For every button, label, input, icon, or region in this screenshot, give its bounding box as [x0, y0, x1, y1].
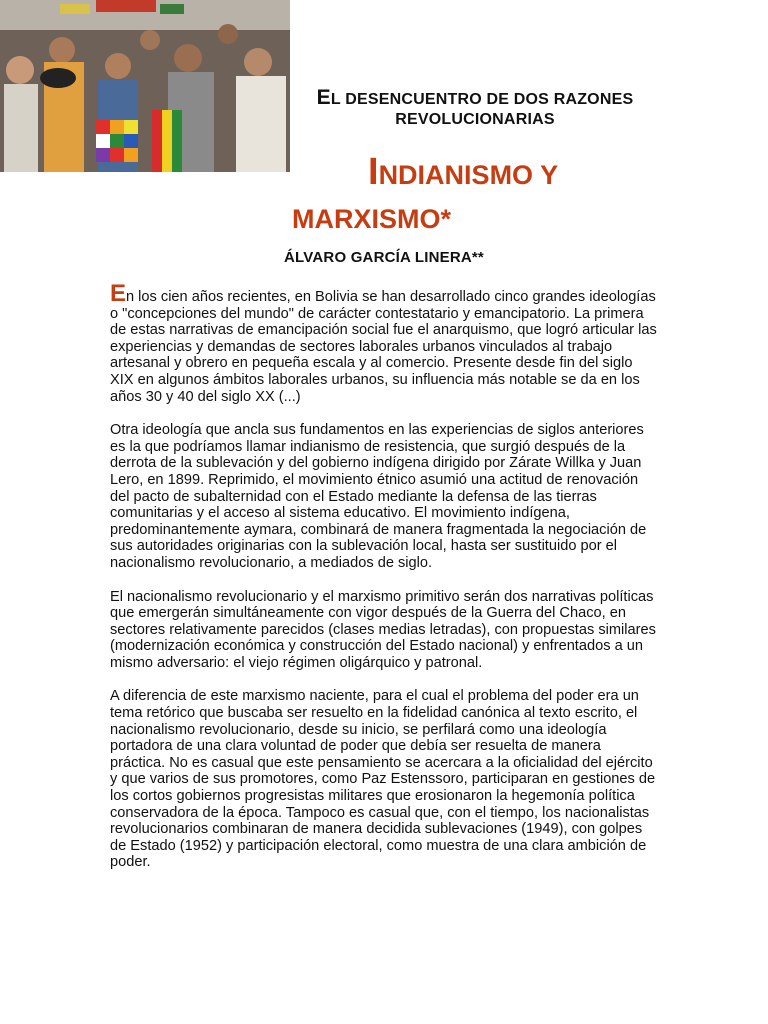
page-title: [292, 150, 652, 241]
supertitle-line2: REVOLUCIONARIAS: [395, 111, 555, 128]
supertitle-initial: E: [316, 86, 331, 109]
supertitle: [300, 88, 650, 130]
header-photo: [0, 0, 290, 172]
title-line1: [292, 150, 652, 197]
paragraph-4: A diferencia de este marxismo naciente, para el cual el problema del poder era un tema retórico que buscaba ser resuelto en la fidelidad canónica al texto escrito, el nacionalismo revolucionario, desde su inicio, se perfilará como una ideología portadora de una clara voluntad de poder que debía ser resuelta de manera práctica. No es casual que este pensamiento se acercara a la oficialidad del ejército y que varios de sus promotores, como Paz Estenssoro, participaran en gestiones de los cortos gobiernos progresistas militares que erosionaron la hegemonía política conservadora de la época. Tampoco es casual que, con el tiempo, los nacionalistas revolucionarios combinaran de manera decidida sublevaciones (1949), con golpes de Estado (1952) y participación electoral, como muestra de una clara ambición de poder.: [110, 688, 656, 871]
title-line1-text: NDIANISMO Y: [378, 160, 559, 190]
paragraph-1-dropcap: E: [110, 280, 127, 307]
author-name: ÁLVARO GARCÍA LINERA**: [284, 249, 484, 266]
paragraph-2: Otra ideología que ancla sus fundamentos en las experiencias de siglos anteriores es la que podríamos llamar indianismo de resistencia, que surgió después de la derrota de la sublevación y del gobierno indígena dirigido por Zárate Willka y Juan Lero, en 1899. Reprimido, el movimiento étnico asumió una actitud de renovación del pacto de subalternidad con el Estado mediante la defensa de las tierras comunitarias y el acceso al sistema educativo. El movimiento indígena, predominantemente aymara, combinará de manera fragmentada la negociación de sus autoridades originarias con la sublevación local, hasta ser sustituido por el nacionalismo revolucionario, a mediados de siglo.: [110, 422, 647, 571]
title-line2: MARXISMO*: [292, 204, 452, 234]
article-body: [110, 280, 658, 888]
paragraph-3: El nacionalismo revolucionario y el marxismo primitivo serán dos narrativas políticas que emergerán simultáneamente con vigor después de la Guerra del Chaco, en sectores relativamente parecidos (clases medias letradas), con propuestas similares (modernización económica y construcción del Estado nacional) y enfrentados a un mismo adversario: el viejo régimen oligárquico y patronal.: [110, 588, 656, 671]
title-initial: I: [368, 151, 379, 193]
supertitle-line1: [300, 88, 650, 110]
supertitle-line1-text: L DESENCUENTRO DE DOS RAZONES: [330, 91, 634, 108]
paragraph-1-text: n los cien años recientes, en Bolivia se han desarrollado cinco grandes ideologías o "concepciones del mundo" de carácter contestatario y emancipatorio. La primera de estas narrativas de emancipación social fue el anarquismo, que logró articular las experiencias y demandas de sectores laborales urbanos vinculados al trabajo artesanal y obrero en pequeña escala y al comercio. Presente desde fin del siglo XIX en algunos ámbitos laborales urbanos, su influencia más notable se da en los años 30 y 40 del siglo XX (...): [110, 289, 657, 405]
crowd-photo-illustration: [0, 0, 290, 172]
paragraph-1: [110, 280, 658, 405]
